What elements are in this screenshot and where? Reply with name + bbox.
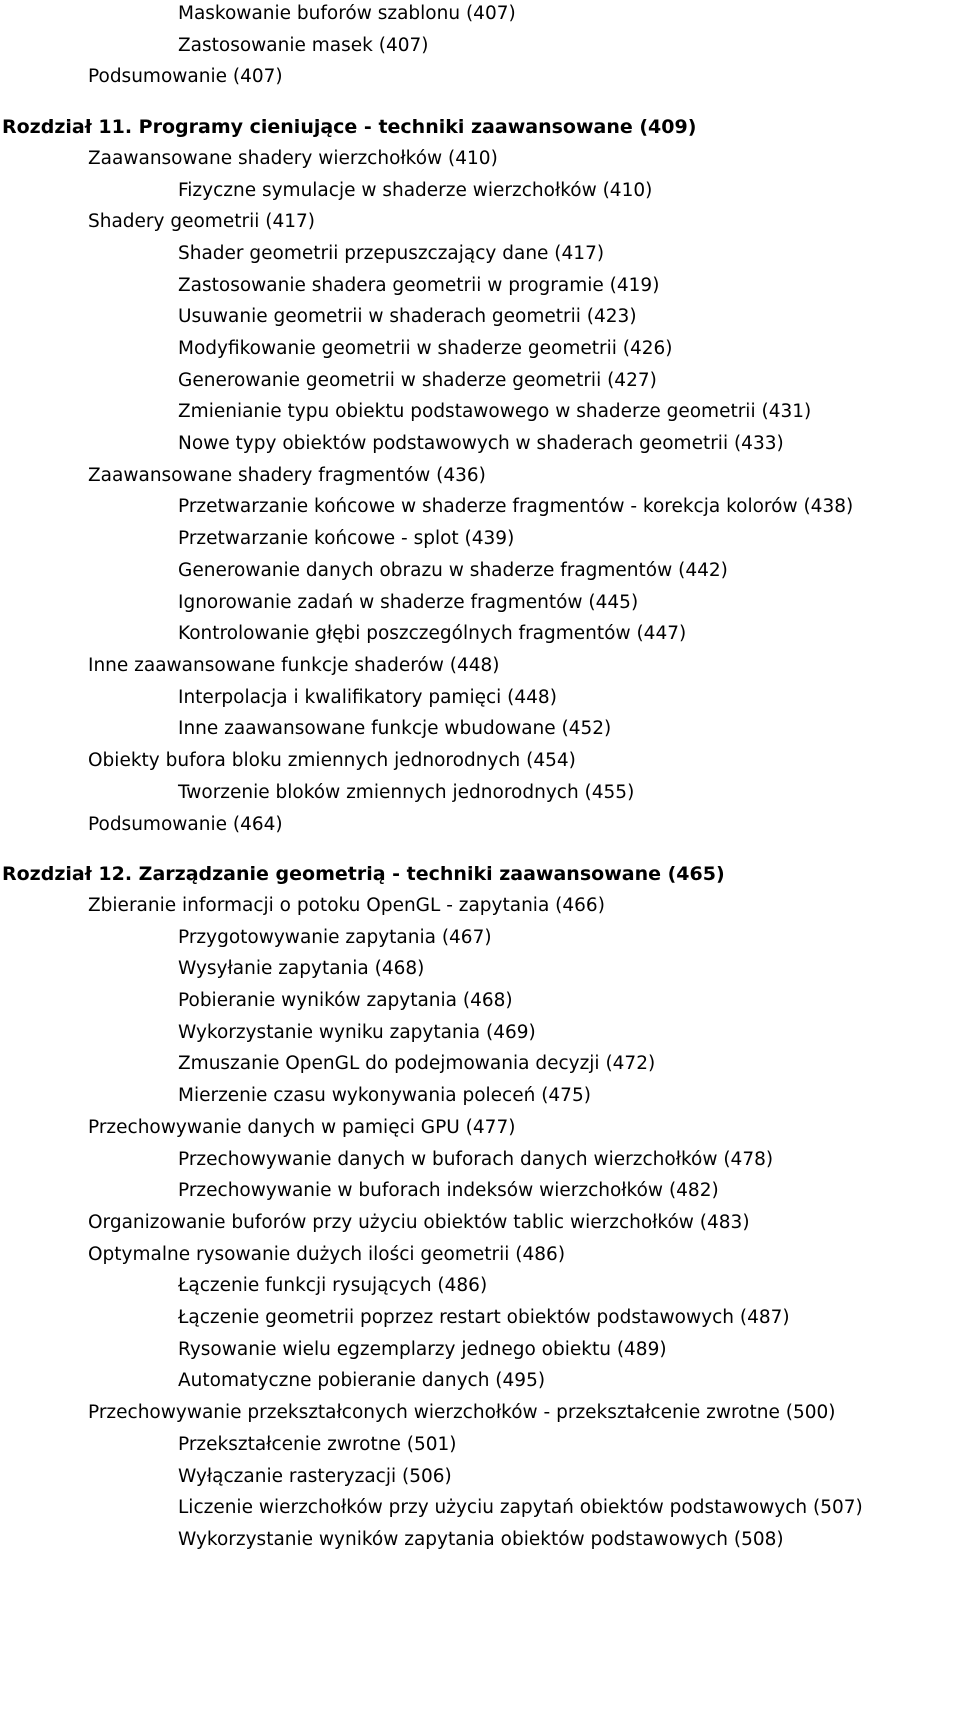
subsection-entry: Liczenie wierzchołków przy użyciu zapytań obiektów podstawowych (507) — [178, 1497, 863, 1518]
section-entry: Zbieranie informacji o potoku OpenGL - zapytania (466) — [88, 895, 605, 916]
section-entry: Przechowywanie danych w pamięci GPU (477) — [88, 1117, 516, 1138]
subsection-entry: Mierzenie czasu wykonywania poleceń (475) — [178, 1085, 591, 1106]
subsection-entry: Przekształcenie zwrotne (501) — [178, 1434, 457, 1455]
section-entry: Optymalne rysowanie dużych ilości geometrii (486) — [88, 1244, 566, 1265]
subsection-entry: Shader geometrii przepuszczający dane (417) — [178, 243, 605, 264]
subsection-entry: Pobieranie wyników zapytania (468) — [178, 990, 513, 1011]
subsection-entry: Przechowywanie danych w buforach danych wierzchołków (478) — [178, 1149, 774, 1170]
subsection-entry: Maskowanie buforów szablonu (407) — [178, 3, 516, 24]
chapter-heading: Rozdział 12. Zarządzanie geometrią - techniki zaawansowane (465) — [2, 863, 725, 885]
subsection-entry: Zmienianie typu obiektu podstawowego w shaderze geometrii (431) — [178, 401, 812, 422]
section-entry: Obiekty bufora bloku zmiennych jednorodnych (454) — [88, 750, 576, 771]
chapter-heading: Rozdział 11. Programy cieniujące - techniki zaawansowane (409) — [2, 116, 697, 138]
subsection-entry: Generowanie geometrii w shaderze geometrii (427) — [178, 370, 657, 391]
subsection-entry: Wykorzystanie wyników zapytania obiektów podstawowych (508) — [178, 1529, 784, 1550]
subsection-entry: Interpolacja i kwalifikatory pamięci (448) — [178, 687, 557, 708]
subsection-entry: Inne zaawansowane funkcje wbudowane (452) — [178, 718, 612, 739]
subsection-entry: Łączenie funkcji rysujących (486) — [178, 1275, 488, 1296]
subsection-entry: Wyłączanie rasteryzacji (506) — [178, 1466, 452, 1487]
subsection-entry: Zmuszanie OpenGL do podejmowania decyzji (472) — [178, 1053, 656, 1074]
section-entry: Organizowanie buforów przy użyciu obiektów tablic wierzchołków (483) — [88, 1212, 750, 1233]
subsection-entry: Przechowywanie w buforach indeksów wierzchołków (482) — [178, 1180, 719, 1201]
subsection-entry: Nowe typy obiektów podstawowych w shaderach geometrii (433) — [178, 433, 784, 454]
subsection-entry: Tworzenie bloków zmiennych jednorodnych (455) — [178, 782, 635, 803]
section-entry: Zaawansowane shadery wierzchołków (410) — [88, 148, 498, 169]
section-entry: Przechowywanie przekształconych wierzchołków - przekształcenie zwrotne (500) — [88, 1402, 836, 1423]
subsection-entry: Przygotowywanie zapytania (467) — [178, 927, 492, 948]
subsection-entry: Wykorzystanie wyniku zapytania (469) — [178, 1022, 536, 1043]
subsection-entry: Kontrolowanie głębi poszczególnych fragmentów (447) — [178, 623, 687, 644]
subsection-entry: Zastosowanie shadera geometrii w programie (419) — [178, 275, 660, 296]
subsection-entry: Usuwanie geometrii w shaderach geometrii (423) — [178, 306, 637, 327]
section-entry: Shadery geometrii (417) — [88, 211, 315, 232]
section-entry: Podsumowanie (464) — [88, 814, 283, 835]
section-entry: Inne zaawansowane funkcje shaderów (448) — [88, 655, 500, 676]
section-entry: Zaawansowane shadery fragmentów (436) — [88, 465, 486, 486]
subsection-entry: Generowanie danych obrazu w shaderze fragmentów (442) — [178, 560, 728, 581]
subsection-entry: Przetwarzanie końcowe - splot (439) — [178, 528, 515, 549]
subsection-entry: Modyfikowanie geometrii w shaderze geometrii (426) — [178, 338, 673, 359]
subsection-entry: Ignorowanie zadań w shaderze fragmentów (445) — [178, 592, 639, 613]
subsection-entry: Zastosowanie masek (407) — [178, 35, 429, 56]
subsection-entry: Wysyłanie zapytania (468) — [178, 958, 425, 979]
subsection-entry: Automatyczne pobieranie danych (495) — [178, 1370, 546, 1391]
subsection-entry: Fizyczne symulacje w shaderze wierzchołków (410) — [178, 180, 653, 201]
subsection-entry: Rysowanie wielu egzemplarzy jednego obiektu (489) — [178, 1339, 667, 1360]
subsection-entry: Przetwarzanie końcowe w shaderze fragmentów - korekcja kolorów (438) — [178, 496, 854, 517]
subsection-entry: Łączenie geometrii poprzez restart obiektów podstawowych (487) — [178, 1307, 790, 1328]
section-entry: Podsumowanie (407) — [88, 66, 283, 87]
